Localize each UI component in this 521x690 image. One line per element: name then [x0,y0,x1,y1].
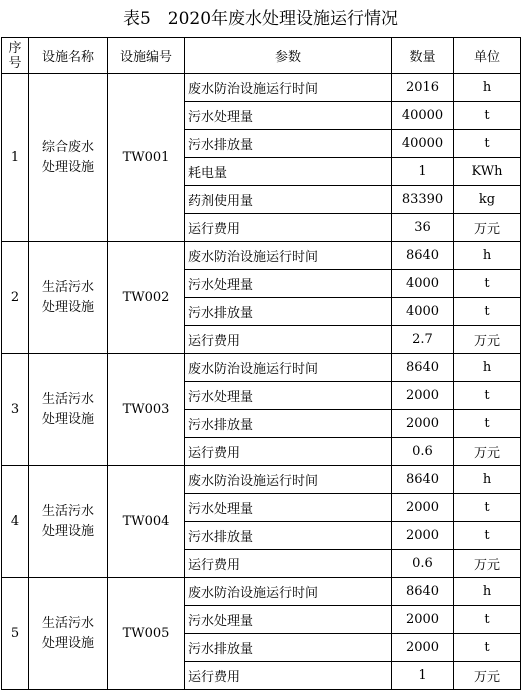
unit-cell: t [454,270,521,298]
unit-cell: 万元 [454,662,521,690]
unit-cell: h [454,578,521,606]
parameter-cell: 运行费用 [185,438,392,466]
quantity-cell: 8640 [392,354,454,382]
parameter-cell: 废水防治设施运行时间 [185,74,392,102]
unit-cell: 万元 [454,438,521,466]
parameter-cell: 污水处理量 [185,606,392,634]
quantity-cell: 2.7 [392,326,454,354]
unit-cell: t [454,634,521,662]
group-seq-cell: 2 [2,242,29,354]
quantity-cell: 2000 [392,634,454,662]
quantity-cell: 2000 [392,494,454,522]
quantity-cell: 1 [392,158,454,186]
quantity-cell: 2000 [392,410,454,438]
unit-cell: t [454,102,521,130]
quantity-cell: 8640 [392,242,454,270]
parameter-cell: 运行费用 [185,550,392,578]
group-facility-code-cell: TW003 [108,354,185,466]
parameter-cell: 运行费用 [185,214,392,242]
parameter-cell: 运行费用 [185,326,392,354]
quantity-cell: 40000 [392,130,454,158]
group-seq-cell: 5 [2,578,29,690]
header-parameter: 参数 [185,38,392,74]
quantity-cell: 8640 [392,466,454,494]
quantity-cell: 2000 [392,382,454,410]
parameter-cell: 废水防治设施运行时间 [185,242,392,270]
quantity-cell: 83390 [392,186,454,214]
quantity-cell: 2016 [392,74,454,102]
quantity-cell: 40000 [392,102,454,130]
parameter-cell: 污水排放量 [185,522,392,550]
group-facility-name-cell: 生活污水处理设施 [29,578,108,690]
quantity-cell: 0.6 [392,438,454,466]
unit-cell: 万元 [454,214,521,242]
quantity-cell: 1 [392,662,454,690]
unit-cell: t [454,494,521,522]
table-row [2,242,521,270]
header-unit: 单位 [454,38,521,74]
header-facility-name: 设施名称 [29,38,108,74]
parameter-cell: 废水防治设施运行时间 [185,466,392,494]
unit-cell: h [454,466,521,494]
group-seq-cell: 1 [2,74,29,242]
parameter-cell: 污水排放量 [185,298,392,326]
group-seq-cell: 4 [2,466,29,578]
parameter-cell: 污水处理量 [185,270,392,298]
quantity-cell: 36 [392,214,454,242]
unit-cell: t [454,130,521,158]
unit-cell: t [454,522,521,550]
unit-cell: h [454,242,521,270]
table-row [2,578,521,606]
unit-cell: t [454,410,521,438]
table-title: 表5 2020年废水处理设施运行情况 [122,9,399,29]
unit-cell: h [454,74,521,102]
parameter-cell: 污水排放量 [185,634,392,662]
parameter-cell: 污水处理量 [185,382,392,410]
table-body [2,74,521,690]
header-facility-code: 设施编号 [108,38,185,74]
group-facility-code-cell: TW002 [108,242,185,354]
unit-cell: t [454,298,521,326]
group-facility-name-cell: 生活污水处理设施 [29,354,108,466]
quantity-cell: 8640 [392,578,454,606]
header-quantity: 数量 [392,38,454,74]
group-facility-code-cell: TW004 [108,466,185,578]
group-facility-code-cell: TW001 [108,74,185,242]
parameter-cell: 污水排放量 [185,130,392,158]
quantity-cell: 0.6 [392,550,454,578]
group-facility-name-cell: 生活污水处理设施 [29,242,108,354]
table-row [2,466,521,494]
group-facility-name-cell: 生活污水处理设施 [29,466,108,578]
parameter-cell: 污水处理量 [185,102,392,130]
unit-cell: h [454,354,521,382]
unit-cell: t [454,606,521,634]
parameter-cell: 运行费用 [185,662,392,690]
unit-cell: 万元 [454,550,521,578]
table-row [2,74,521,102]
unit-cell: KWh [454,158,521,186]
unit-cell: t [454,382,521,410]
parameter-cell: 废水防治设施运行时间 [185,578,392,606]
group-facility-name-cell: 综合废水处理设施 [29,74,108,242]
quantity-cell: 4000 [392,298,454,326]
group-facility-code-cell: TW005 [108,578,185,690]
parameter-cell: 耗电量 [185,158,392,186]
unit-cell: kg [454,186,521,214]
table-row [2,354,521,382]
parameter-cell: 污水排放量 [185,410,392,438]
group-seq-cell: 3 [2,354,29,466]
parameter-cell: 药剂使用量 [185,186,392,214]
header-seq: 序号 [2,38,29,74]
wastewater-facility-table [1,37,521,690]
quantity-cell: 4000 [392,270,454,298]
parameter-cell: 污水处理量 [185,494,392,522]
quantity-cell: 2000 [392,606,454,634]
parameter-cell: 废水防治设施运行时间 [185,354,392,382]
header-row [2,38,521,74]
quantity-cell: 2000 [392,522,454,550]
unit-cell: 万元 [454,326,521,354]
